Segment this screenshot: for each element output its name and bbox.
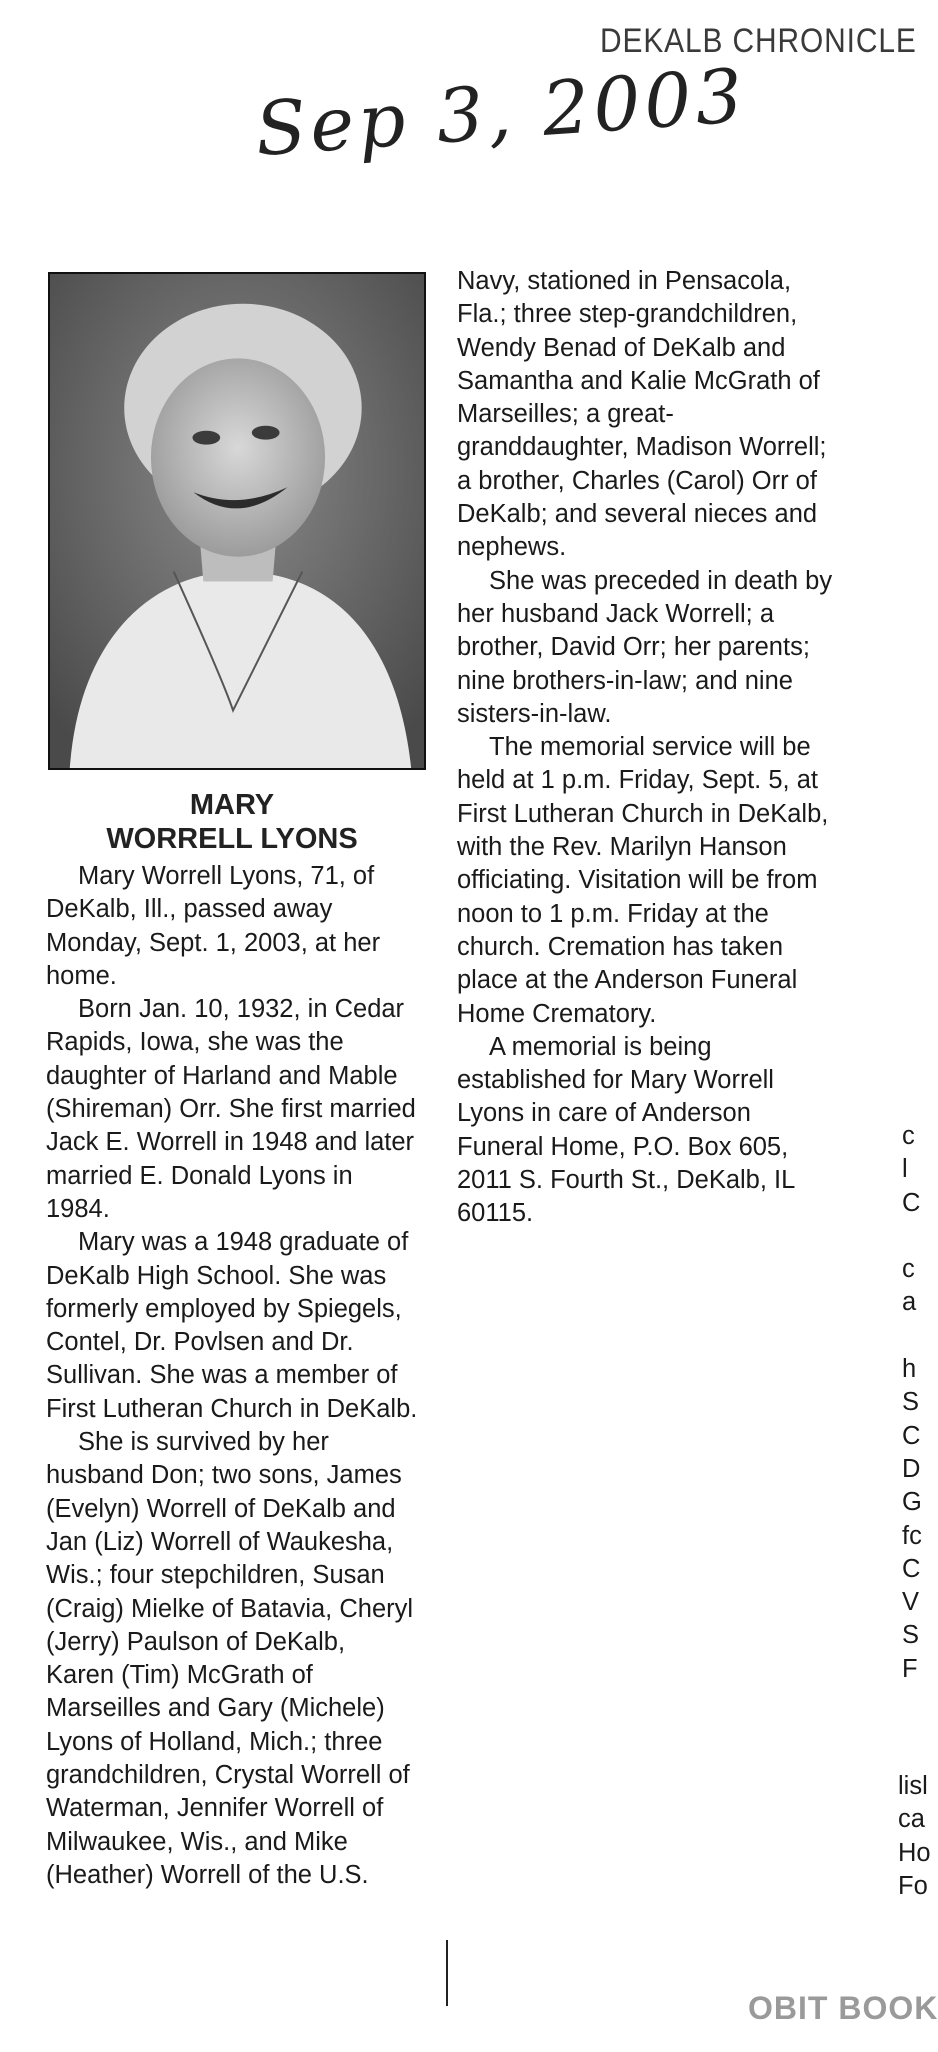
handwritten-date: Sep 3, 2003 (252, 52, 750, 174)
paragraph-memorial-fund: A memorial is being established for Mary Worrell Lyons in care of Anderson Funeral Home, P.O. Box 605, 2011 S. Fourth St., DeKalb, IL 60115. (457, 1032, 795, 1228)
paragraph-death-notice: Mary Worrell Lyons, 71, of DeKalb, Ill., passed away Monday, Sept. 1, 2003, at her home. (46, 862, 381, 990)
portrait-photo (48, 272, 426, 770)
obit-book-stamp: OBIT BOOK (748, 1990, 938, 2026)
column-rule (446, 1940, 448, 2006)
obituary-column-2 (457, 265, 841, 1231)
obituary-headline (46, 788, 418, 856)
adjacent-article-fragment: c l C c a h S C D G fc C V S F (902, 1122, 922, 1683)
obituary-column-1 (46, 788, 418, 1892)
paragraph-memorial-service: The memorial service will be held at 1 p.m. Friday, Sept. 5, at First Lutheran Church in DeKalb, with the Rev. Marilyn Hanson officiating. Visitation will be from noon to 1 p.m. Friday at the church. Cremation has taken place at the Anderson Funeral Home Crematory. (457, 733, 829, 1028)
headline-surname: WORRELL LYONS (106, 823, 358, 855)
newspaper-masthead: DEKALB CHRONICLE (600, 22, 917, 60)
paragraph-survivors-continued: Navy, stationed in Pensacola, Fla.; three step-grandchildren, Wendy Benad of DeKalb and Samantha and Kalie McGrath of Marseilles; a great-granddaughter, Madison Worrell; a brother, Charles (Carol) Orr of DeKalb; and several nieces and nephews. (457, 267, 827, 562)
portrait-illustration (50, 274, 424, 768)
paragraph-preceded-in-death: She was preceded in death by her husband Jack Worrell; a brother, David Orr; her parents; nine brothers-in-law; and nine sisters-in-law. (457, 566, 833, 728)
paragraph-education-work: Mary was a 1948 graduate of DeKalb High School. She was formerly employed by Spiegels, Contel, Dr. Povlsen and Dr. Sullivan. She was a member of First Lutheran Church in DeKalb. (46, 1228, 418, 1423)
adjacent-article-fragment-lower: lisl ca Ho Fo (898, 1772, 931, 1900)
paragraph-birth-marriage: Born Jan. 10, 1932, in Cedar Rapids, Iowa, she was the daughter of Harland and Mable (Shireman) Orr. She first married Jack E. Worrell in 1948 and later married E. Donald Lyons in 1984. (46, 995, 416, 1223)
headline-first-name: MARY (189, 789, 275, 821)
paragraph-survivors: She is survived by her husband Don; two sons, James (Evelyn) Worrell of DeKalb and Jan (Liz) Worrell of Waukesha, Wis.; four stepchildren, Susan (Craig) Mielke of Batavia, Cheryl (Jerry) Paulson of DeKalb, Karen (Tim) McGrath of Marseilles and Gary (Michele) Lyons of Holland, Mich.; three grandchildren, Crystal Worrell of Waterman, Jennifer Worrell of Milwaukee, Wis., and Mike (Heather) Worrell of the U.S. (46, 1428, 414, 1889)
